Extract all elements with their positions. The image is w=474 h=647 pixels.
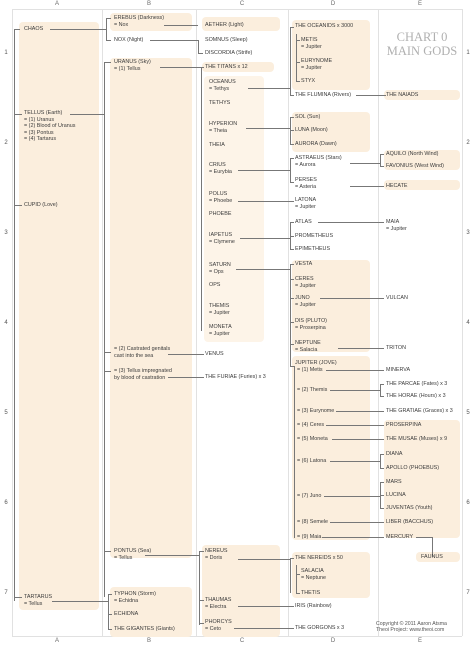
- node-naiads: THE NAIADS: [386, 92, 419, 98]
- node-crius-line: CRIUS: [209, 162, 226, 168]
- connector: [290, 117, 294, 118]
- node-themis-line: = Jupiter: [209, 309, 230, 316]
- connector: [356, 95, 386, 96]
- node-tellus-line: = (4) Tartarus: [24, 136, 57, 143]
- connector: [380, 166, 384, 167]
- node-prometheus: PROMETHEUS: [295, 233, 334, 239]
- chart-title: [382, 30, 462, 58]
- node-perses: [295, 177, 317, 190]
- connector: [290, 236, 294, 237]
- node-erebus-line: EREBUS (Darkness): [114, 15, 165, 21]
- node-latona-line: LATONA: [295, 197, 317, 203]
- node-phorcys: [205, 619, 232, 632]
- node-typhon-line: = Echidna: [114, 597, 139, 604]
- node-maia: [386, 219, 407, 232]
- node-oceanus-line: OCEANUS: [209, 79, 236, 85]
- node-tellus-line: TELLUS (Earth): [24, 110, 63, 116]
- node-neptune-line: NEPTUNE: [295, 340, 321, 346]
- connector: [164, 25, 198, 26]
- connector: [168, 377, 204, 378]
- copyright-line: Theoi Project: www.theoi.com: [376, 627, 445, 634]
- connector: [324, 496, 380, 497]
- node-atlas: ATLAS: [295, 219, 312, 225]
- node-castrated-line: = (2) Castrated genitals: [114, 346, 171, 352]
- column-footer-a: A: [54, 638, 59, 644]
- node-sol: SOL (Sun): [295, 114, 321, 120]
- node-phorcys-line: PHORCYS: [205, 619, 232, 625]
- copyright-line: Copyright © 2011 Aaron Atsma: [376, 621, 447, 627]
- connector: [238, 201, 294, 202]
- node-nereus-line: = Doris: [205, 554, 223, 561]
- node-polus: [209, 191, 232, 204]
- connector: [168, 354, 204, 355]
- connector: [240, 238, 290, 239]
- node-ceres-line: CERES: [295, 276, 314, 282]
- node-moneta-line: MONETA: [209, 324, 232, 330]
- connector: [290, 298, 294, 299]
- connector: [238, 559, 290, 560]
- node-furiae: THE FURIAE (Furies) x 3: [205, 374, 266, 380]
- row-label-right-6: 6: [466, 500, 470, 506]
- node-uranus-line: URANUS (Sky): [114, 59, 151, 65]
- node-juno: [295, 295, 316, 308]
- node-hyperion: [209, 121, 237, 134]
- node-jupiter: JUPITER (JOVE): [295, 360, 337, 366]
- connector: [290, 27, 294, 28]
- node-chaos: CHAOS: [24, 26, 44, 32]
- node-jupiter-wife: = (3) Eurynome: [297, 408, 335, 414]
- column-footer-c: C: [239, 638, 245, 644]
- node-nereids: THE NEREIDS x 50: [295, 555, 343, 561]
- node-proserpina: PROSERPINA: [386, 422, 422, 428]
- connector: [290, 158, 291, 182]
- node-nox: NOX (Night): [114, 37, 144, 43]
- row-label-4: 4: [4, 320, 8, 326]
- node-hecate: HECATE: [386, 183, 408, 189]
- node-thaumas-line: = Electra: [205, 603, 227, 610]
- node-gorgons: THE GORGONS x 3: [295, 625, 345, 631]
- node-oceanus-line: = Tethys: [209, 85, 230, 92]
- node-jupiter-wife: = (2) Themis: [297, 387, 328, 393]
- node-ceres: [295, 276, 316, 289]
- node-flumina: THE FLUMINA (Rivers): [295, 92, 352, 98]
- node-tellus: [24, 110, 75, 143]
- connector: [320, 298, 384, 299]
- node-jupiter-wife: = (9) Maia: [297, 534, 322, 540]
- connector: [290, 279, 294, 280]
- connector: [322, 537, 384, 538]
- row-label-right-3: 3: [466, 230, 470, 236]
- node-castrated-line: cast into the sea: [114, 352, 154, 359]
- connector: [330, 461, 380, 462]
- node-tellus-line: = (3) Pontus: [24, 129, 54, 136]
- node-gratiae: THE GRATIAE (Graces) x 3: [386, 408, 453, 414]
- node-epimetheus: EPIMETHEUS: [295, 246, 331, 252]
- connector: [338, 348, 384, 349]
- connector: [296, 40, 300, 41]
- node-latona: [295, 197, 316, 210]
- node-salacia-line: = Neptune: [301, 574, 327, 581]
- node-phoebe: PHOEBE: [209, 211, 232, 217]
- column-footer-e: E: [417, 638, 422, 644]
- column-header-d: D: [330, 1, 336, 7]
- connector: [290, 322, 294, 323]
- column-header-c: C: [239, 1, 245, 7]
- node-tellus-impregnated-line: by blood of castration: [114, 374, 166, 381]
- connector: [14, 597, 22, 598]
- node-aquilo: AQUILO (North Wind): [386, 151, 439, 157]
- connector: [380, 154, 381, 166]
- connector: [104, 62, 111, 63]
- connector: [145, 555, 199, 556]
- grid-line: [12, 9, 13, 636]
- connector: [296, 574, 300, 575]
- node-triton: TRITON: [386, 345, 406, 351]
- node-thaumas-line: THAUMAS: [205, 597, 232, 603]
- column-footer-b: B: [146, 638, 151, 644]
- chart-title-line2: MAIN GODS: [386, 44, 458, 58]
- connector: [50, 29, 106, 30]
- node-juno-line: = Jupiter: [295, 301, 316, 308]
- node-tellus-impregnated-line: = (3) Tellus impregnated: [114, 368, 172, 374]
- node-maia-line: MAIA: [386, 219, 400, 225]
- node-dis-line: DIS (PLUTO): [295, 318, 327, 324]
- grid-line: [12, 9, 462, 10]
- row-label-7: 7: [4, 590, 8, 596]
- node-castrated: [114, 346, 170, 359]
- node-lucina: LUCINA: [386, 492, 406, 498]
- node-metis: [301, 37, 322, 50]
- node-saturn: [209, 262, 231, 275]
- connector: [380, 384, 381, 396]
- connector: [380, 396, 384, 397]
- connector: [290, 344, 294, 345]
- node-moneta: [209, 324, 232, 337]
- band-jupiter: [292, 356, 370, 540]
- grid-line: [462, 9, 463, 636]
- connector: [106, 18, 107, 40]
- connector: [332, 439, 384, 440]
- node-neptune: [295, 340, 321, 353]
- node-polus-line: = Phoebe: [209, 197, 233, 204]
- connector: [104, 371, 111, 372]
- connector: [380, 454, 384, 455]
- connector: [318, 222, 384, 223]
- node-saturn-line: = Ops: [209, 268, 224, 275]
- connector: [290, 222, 294, 223]
- node-pontus: [114, 548, 151, 561]
- node-salacia: [301, 568, 326, 581]
- connector: [290, 182, 294, 183]
- connector: [290, 558, 291, 593]
- connector: [248, 88, 290, 89]
- node-luna: LUNA (Moon): [295, 127, 328, 133]
- grid-line: [288, 9, 289, 636]
- node-tellus-line: = (1) Uranus: [24, 116, 55, 123]
- connector: [160, 67, 204, 68]
- node-jupiter-wife: = (8) Semele: [297, 519, 329, 525]
- connector: [380, 508, 384, 509]
- connector: [238, 606, 294, 607]
- connector: [198, 40, 199, 53]
- node-jupiter-wife: = (1) Metis: [297, 367, 323, 373]
- node-horae: THE HORAE (Hours) x 3: [386, 393, 446, 399]
- node-musae: THE MUSAE (Muses) x 9: [386, 436, 448, 442]
- connector: [199, 551, 200, 625]
- node-theia: THEIA: [209, 142, 225, 148]
- node-eurynome: [301, 58, 332, 71]
- connector: [52, 601, 108, 602]
- node-thaumas: [205, 597, 231, 610]
- node-metis-line: METIS: [301, 37, 318, 43]
- node-astraeus-line: = Aurora: [295, 161, 316, 168]
- node-erebus: [114, 15, 164, 28]
- row-label-right-2: 2: [466, 140, 470, 146]
- connector: [199, 551, 204, 552]
- node-juventas: JUVENTAS (Youth): [386, 505, 433, 511]
- connector: [290, 249, 294, 250]
- node-iris: IRIS (Rainbow): [295, 603, 332, 609]
- connector: [336, 411, 384, 412]
- row-label-3: 3: [4, 230, 8, 236]
- node-iapetus: [209, 232, 235, 245]
- node-crius: [209, 162, 232, 175]
- copyright-notice: [376, 621, 447, 634]
- node-mercury: MERCURY: [386, 534, 414, 540]
- node-jupiter-wife: = (7) Juno: [297, 493, 322, 499]
- node-dis-line: = Proserpina: [295, 324, 326, 331]
- node-titans: THE TITANS x 12: [205, 64, 248, 70]
- node-eurynome-line: EURYNOME: [301, 58, 333, 64]
- node-somnus: SOMNUS (Sleep): [205, 37, 248, 43]
- node-jupiter-wife: = (4) Ceres: [297, 422, 325, 428]
- connector: [326, 370, 384, 371]
- node-venus: VENUS: [205, 351, 224, 357]
- connector: [108, 594, 109, 629]
- node-dis: [295, 318, 327, 331]
- node-liber: LIBER (BACCHUS): [386, 519, 434, 525]
- node-hyperion-line: = Theia: [209, 127, 228, 134]
- node-ops: OPS: [209, 282, 221, 288]
- connector: [330, 390, 380, 391]
- node-ceres-line: = Jupiter: [295, 282, 316, 289]
- connector: [380, 454, 381, 468]
- column-header-a: A: [54, 1, 59, 7]
- node-perses-line: PERSES: [295, 177, 317, 183]
- row-label-right-5: 5: [466, 410, 470, 416]
- node-pontus-line: = Tellus: [114, 554, 133, 561]
- connector: [296, 81, 300, 82]
- connector: [350, 186, 384, 187]
- connector: [108, 614, 112, 615]
- connector: [290, 144, 294, 145]
- column-header-e: E: [417, 1, 422, 7]
- node-hyperion-line: HYPERION: [209, 121, 238, 127]
- node-gigantes: THE GIGANTES (Giants): [114, 626, 175, 632]
- node-oceanus: [209, 79, 236, 92]
- connector: [416, 537, 432, 538]
- connector: [104, 62, 105, 597]
- node-latona-line: = Jupiter: [295, 203, 316, 210]
- connector: [290, 264, 294, 265]
- row-label-right-1: 1: [466, 50, 470, 56]
- connector: [198, 53, 203, 54]
- connector: [201, 67, 202, 331]
- connector: [380, 384, 384, 385]
- row-label-2: 2: [4, 140, 8, 146]
- connector: [234, 628, 294, 629]
- node-uranus-line: = (1) Tellus: [114, 65, 141, 72]
- node-moneta-line: = Jupiter: [209, 330, 230, 337]
- connector: [108, 594, 112, 595]
- column-footer-d: D: [330, 638, 336, 644]
- connector: [380, 482, 384, 483]
- node-perses-line: = Asteria: [295, 183, 317, 190]
- node-faunus: FAUNUS: [421, 554, 443, 560]
- node-vulcan: VULCAN: [386, 295, 408, 301]
- connector: [290, 27, 291, 95]
- node-jupiter-wife: = (6) Latona: [297, 458, 327, 464]
- node-uranus: [114, 59, 151, 72]
- row-label-1: 1: [4, 50, 8, 56]
- band-uranus: [110, 58, 192, 558]
- row-label-right-7: 7: [466, 590, 470, 596]
- node-phorcys-line: = Ceto: [205, 625, 222, 632]
- connector: [296, 34, 297, 81]
- node-tartarus-line: TARTARUS: [24, 594, 53, 600]
- connector: [380, 468, 384, 469]
- connector: [296, 62, 300, 63]
- column-header-b: B: [146, 1, 151, 7]
- connector: [290, 158, 294, 159]
- connector: [350, 163, 380, 164]
- node-eurynome-line: = Jupiter: [301, 64, 322, 71]
- node-typhon-line: TYPHON (Storm): [114, 591, 156, 597]
- connector: [14, 205, 22, 206]
- node-themis: [209, 303, 230, 316]
- node-cupid: CUPID (Love): [24, 202, 58, 208]
- connector: [290, 558, 294, 559]
- node-nereus-line: NEREUS: [205, 548, 228, 554]
- node-discordia: DISCORDIA (Strife): [205, 50, 253, 56]
- node-jupiter-wife: = (5) Moneta: [297, 436, 328, 442]
- node-thetis: THETIS: [301, 590, 321, 596]
- node-astraeus: [295, 155, 342, 168]
- connector: [380, 154, 384, 155]
- connector: [290, 95, 294, 96]
- node-aether: AETHER (Light): [205, 22, 244, 28]
- node-maia-line: = Jupiter: [386, 225, 407, 232]
- node-saturn-line: SATURN: [209, 262, 231, 268]
- node-oceanids: THE OCEANIDS x 3000: [295, 23, 354, 29]
- chart-title-line1: CHART 0: [396, 30, 448, 44]
- node-minerva: MINERVA: [386, 367, 411, 373]
- connector: [246, 128, 290, 129]
- row-label-5: 5: [4, 410, 8, 416]
- node-tartarus: [24, 594, 52, 607]
- node-styx: STYX: [301, 78, 316, 84]
- connector: [108, 629, 112, 630]
- node-metis-line: = Jupiter: [301, 43, 322, 50]
- node-aurora: AURORA (Dawn): [295, 141, 337, 147]
- node-diana: DIANA: [386, 451, 403, 457]
- node-neptune-line: = Salacia: [295, 346, 318, 353]
- node-iapetus-line: IAPETUS: [209, 232, 233, 238]
- connector: [14, 114, 22, 115]
- row-label-right-4: 4: [466, 320, 470, 326]
- node-vesta: VESTA: [295, 261, 313, 267]
- node-astraeus-line: ASTRAEUS (Stars): [295, 155, 342, 161]
- node-salacia-line: SALACIA: [301, 568, 324, 574]
- node-polus-line: POLUS: [209, 191, 228, 197]
- connector: [380, 495, 384, 496]
- node-parcae: THE PARCAE (Fates) x 3: [386, 381, 448, 387]
- node-tellus-impregnated: [114, 368, 172, 381]
- node-juno-line: JUNO: [295, 295, 310, 301]
- connector: [326, 425, 384, 426]
- connector: [294, 366, 295, 538]
- node-apollo: APOLLO (PHOEBUS): [386, 465, 440, 471]
- node-crius-line: = Eurybia: [209, 168, 232, 175]
- connector: [199, 623, 204, 624]
- grid-line: [378, 9, 379, 636]
- node-echidna: ECHIDNA: [114, 611, 139, 617]
- connector: [199, 600, 204, 601]
- row-label-6: 6: [4, 500, 8, 506]
- node-tartarus-line: = Tellus: [24, 600, 43, 607]
- node-iapetus-line: = Clymene: [209, 238, 235, 245]
- connector: [150, 40, 198, 41]
- connector: [104, 352, 111, 353]
- node-favonius: FAVONIUS (West Wind): [386, 163, 444, 169]
- node-themis-line: THEMIS: [209, 303, 230, 309]
- node-typhon: [114, 591, 156, 604]
- node-erebus-line: = Nox: [114, 21, 129, 28]
- connector: [290, 130, 294, 131]
- grid-line: [196, 9, 197, 636]
- node-tellus-line: = (2) Blood of Uranus: [24, 123, 76, 130]
- node-nereus: [205, 548, 227, 561]
- connector: [104, 551, 111, 552]
- connector: [106, 40, 111, 41]
- connector: [236, 269, 290, 270]
- node-pontus-line: PONTUS (Sea): [114, 548, 152, 554]
- connector: [296, 593, 300, 594]
- connector: [238, 170, 290, 171]
- connector: [106, 18, 111, 19]
- node-tethys: TETHYS: [209, 100, 231, 106]
- connector: [330, 522, 384, 523]
- node-mars: MARS: [386, 479, 402, 485]
- connector: [296, 565, 297, 593]
- grid-line: [102, 9, 103, 636]
